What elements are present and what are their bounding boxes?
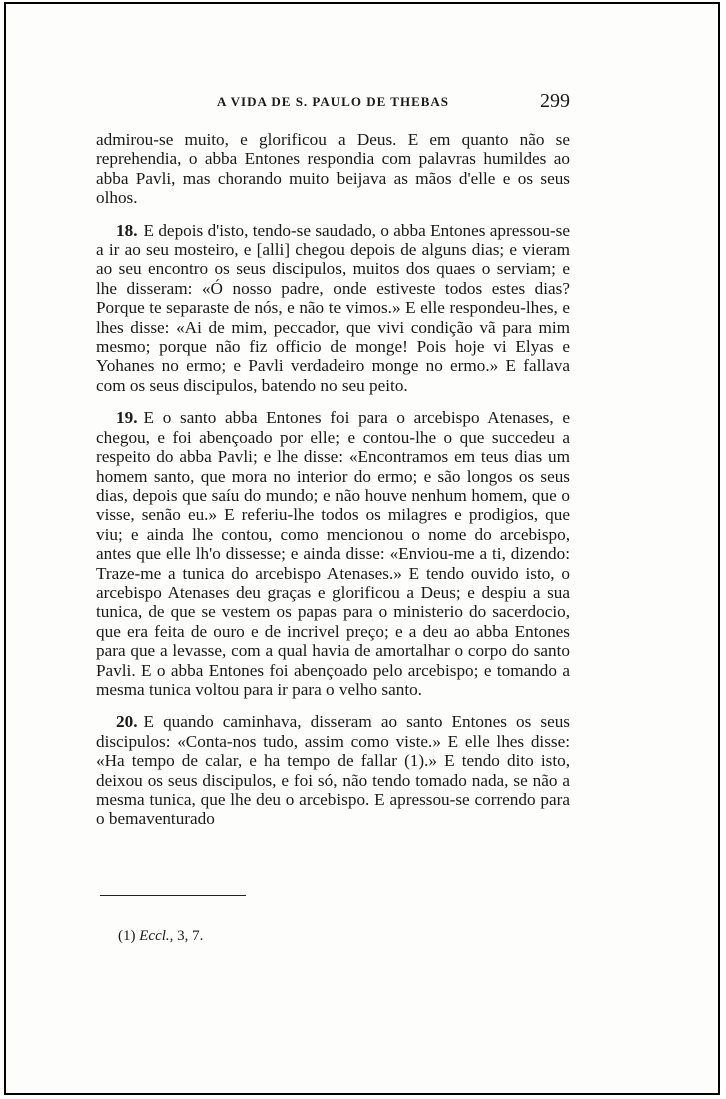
running-title: A VIDA DE S. PAULO DE THEBAS: [216, 94, 450, 109]
paragraph-text: E depois d'isto, tendo-se saudado, o abba Entones apressou-se a ir ao seu mosteiro, e [alli] chegou depois de alguns dias; e vieram ao seu encontro os seus discipulos, muitos dos quaes o serviam; e lhe disseram: «Ó nosso padre, onde estiveste todos estes dias? Porque te separaste de nós, e não te vimos.» E elle respondeu-lhes, e lhes disse: «Ai de mim, peccador, que vivi condição vã para mim mesmo; porque não fiz officio de monge! Pois hoje vi Elyas e Yohanes no ermo; e Pavli verdadeiro monge no ermo.» E fallava com os seus discipulos, batendo no seu peito.: [96, 220, 570, 395]
paragraph-continuation: [96, 130, 570, 208]
paragraph-number: 19.: [116, 408, 138, 428]
footnote-reference: Eccl.,: [139, 928, 174, 944]
paragraph-number: 18.: [116, 220, 138, 240]
paragraph-text: E o santo abba Entones foi para o arcebispo Atenases, e chegou, e foi abençoado por elle; e contou-lhe o que succedeu a respeito do abba Pavli; e lhe disse: «Encontramos em teus dias um homem santo, que mora no interior do ermo; e são longos os seus dias, depois que saíu do mundo; e não houve nenhum homem, que o visse, senão eu.» E referiu-lhe todos os milagres e prodigios, que viu; e ainda lhe contou, como mencionou o nome do arcebispo, antes que elle lh'o dissesse; e ainda disse: «Enviou-me a ti, dizendo: Traze-me a tunica do arcebispo Atenases.» E tendo ouvido isto, o arcebispo Atenases deu graças e glorificou a Deus; e despiu a sua tunica, de que se vestem os papas para o ministerio do sacerdocio, que era feita de ouro e de incrivel preço; e a deu ao abba Entones para que a levasse, com a qual havia de amortalhar o corpo do santo Pavli. E o abba Entones foi abençoado pelo arcebispo; e tomando a mesma tunica voltou para ir para o velho santo.: [96, 408, 570, 699]
paragraph-20: [96, 712, 570, 828]
page-number: 299: [540, 90, 570, 112]
paragraph-text: E quando caminhava, disseram ao santo Entones os seus discipulos: «Conta-nos tudo, assim como viste.» E elle lhes disse: «Ha tempo de calar, e ha tempo de fallar (1).» E tendo dito isto, deixou os seus discipulos, e foi só, não tendo tomado nada, se não a mesma tunica, que lhe deu o arcebispo. E apressou-se correndo para o bemaventurado: [96, 712, 570, 829]
paragraph-text: admirou-se muito, e glorificou a Deus. E em quanto não se reprehendia, o abba Entones respondia com palavras humildes ao abba Pavli, mas chorando muito beijava as mãos d'elle e os seus olhos.: [96, 130, 570, 208]
paragraph-number: 20.: [116, 712, 138, 732]
paragraph-18: [96, 221, 570, 396]
body-text: [96, 130, 570, 842]
footnote: [118, 928, 203, 945]
page-header: [96, 90, 570, 116]
footnote-location: 3, 7.: [177, 928, 204, 944]
footnote-divider: [100, 895, 246, 896]
footnote-marker: (1): [118, 928, 136, 944]
paragraph-19: [96, 408, 570, 699]
